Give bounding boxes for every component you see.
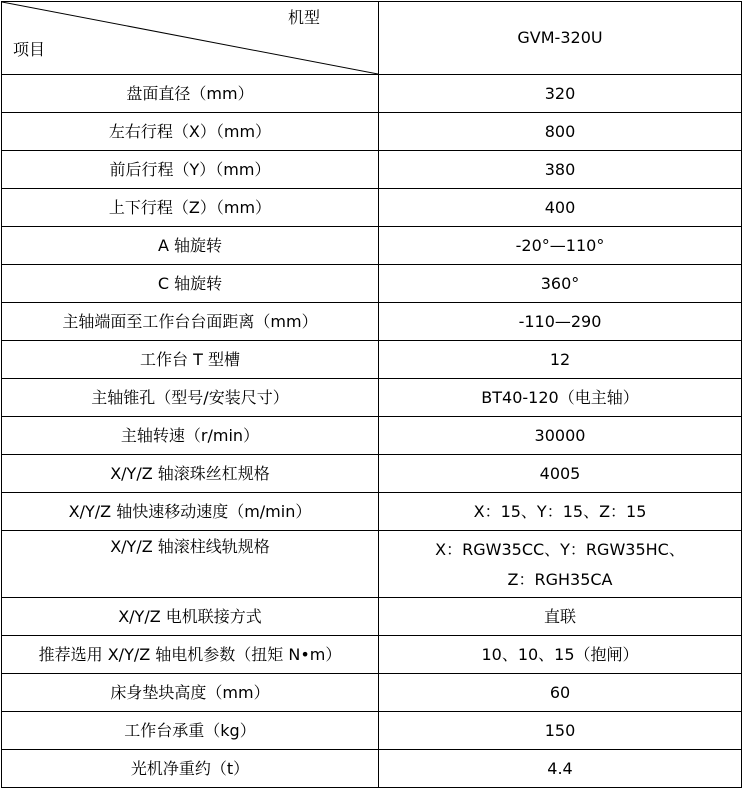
row-value: -110—290 — [379, 303, 742, 341]
table-row — [2, 113, 742, 151]
row-label: 工作台承重（kg） — [2, 712, 379, 750]
table-row — [2, 750, 742, 788]
row-value — [379, 531, 742, 598]
table-row — [2, 189, 742, 227]
row-label: X/Y/Z 电机联接方式 — [2, 598, 379, 636]
row-label: 主轴锥孔（型号/安装尺寸） — [2, 379, 379, 417]
row-value: 150 — [379, 712, 742, 750]
table-row — [2, 265, 742, 303]
row-value: 4005 — [379, 455, 742, 493]
row-label: 前后行程（Y）（mm） — [2, 151, 379, 189]
row-label: C 轴旋转 — [2, 265, 379, 303]
row-value: 360° — [379, 265, 742, 303]
row-value: 800 — [379, 113, 742, 151]
table-row — [2, 493, 742, 531]
row-value: -20°—110° — [379, 227, 742, 265]
model-name: GVM-320U — [379, 2, 742, 75]
row-label: A 轴旋转 — [2, 227, 379, 265]
row-label: X/Y/Z 轴滚珠丝杠规格 — [2, 455, 379, 493]
row-value: X：15、Y：15、Z：15 — [379, 493, 742, 531]
row-label: 主轴转速（r/min） — [2, 417, 379, 455]
row-value: 10、10、15（抱闸） — [379, 636, 742, 674]
row-label: X/Y/Z 轴滚柱线轨规格 — [2, 531, 379, 598]
row-value: BT40-120（电主轴） — [379, 379, 742, 417]
row-label: 床身垫块高度（mm） — [2, 674, 379, 712]
row-label: 左右行程（X）（mm） — [2, 113, 379, 151]
row-label: 上下行程（Z）（mm） — [2, 189, 379, 227]
table-row — [2, 303, 742, 341]
spec-table — [1, 1, 742, 788]
row-label: X/Y/Z 轴快速移动速度（m/min） — [2, 493, 379, 531]
row-value-line2: Z：RGH35CA — [507, 570, 613, 589]
row-value: 4.4 — [379, 750, 742, 788]
table-row — [2, 598, 742, 636]
row-header-label: 项目 — [13, 40, 46, 59]
table-row — [2, 636, 742, 674]
table-row — [2, 531, 742, 598]
row-value: 12 — [379, 341, 742, 379]
row-label: 光机净重约（t） — [2, 750, 379, 788]
row-value-line1: X：RGW35CC、Y：RGW35HC、 — [435, 540, 685, 559]
table-row — [2, 341, 742, 379]
row-label: 盘面直径（mm） — [2, 75, 379, 113]
table-row — [2, 674, 742, 712]
table-row — [2, 417, 742, 455]
table-row — [2, 712, 742, 750]
row-label: 推荐选用 X/Y/Z 轴电机参数（扭矩 N•m） — [2, 636, 379, 674]
row-value: 60 — [379, 674, 742, 712]
row-value: 400 — [379, 189, 742, 227]
table-row — [2, 151, 742, 189]
table-row — [2, 227, 742, 265]
row-value: 380 — [379, 151, 742, 189]
row-value: 320 — [379, 75, 742, 113]
row-value: 30000 — [379, 417, 742, 455]
row-label: 工作台 T 型槽 — [2, 341, 379, 379]
table-row — [2, 379, 742, 417]
diagonal-header-cell — [2, 2, 379, 75]
diagonal-line — [2, 2, 378, 74]
column-header-label: 机型 — [287, 8, 320, 27]
table-row — [2, 455, 742, 493]
row-label: 主轴端面至工作台台面距离（mm） — [2, 303, 379, 341]
row-value: 直联 — [379, 598, 742, 636]
table-row — [2, 75, 742, 113]
header-row — [2, 2, 742, 75]
